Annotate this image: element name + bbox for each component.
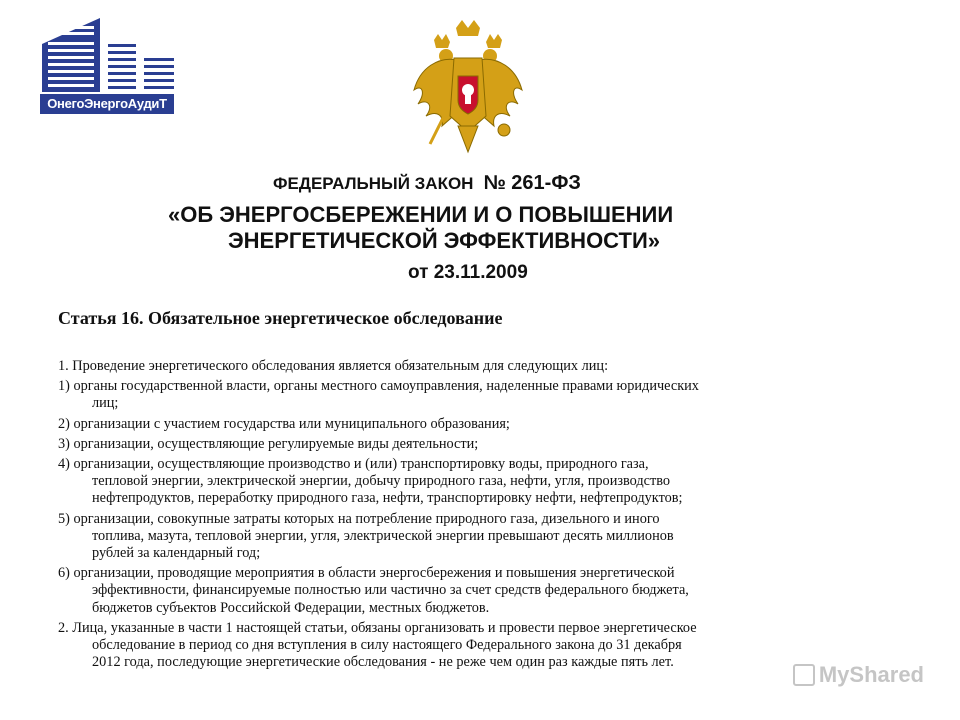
paragraph — [58, 511, 908, 563]
article-body — [58, 358, 908, 674]
watermark-icon — [793, 664, 815, 686]
paragraph-line: 2012 года, последующие энергетические обследования - не реже чем один раз каждые пять лет. — [92, 654, 674, 671]
law-date: от 23.11.2009 — [408, 262, 528, 283]
paragraph-line: 1) органы государственной власти, органы местного самоуправления, наделенные правами юридических — [58, 378, 699, 395]
law-type-line — [273, 172, 581, 195]
paragraph — [58, 456, 908, 508]
paragraph-line: 2) организации с участием государства или муниципального образования; — [58, 415, 510, 432]
paragraph-line: 6) организации, проводящие мероприятия в области энергосбережения и повышения энергетической — [58, 565, 675, 582]
paragraph-line: рублей за календарный год; — [92, 545, 261, 562]
paragraph — [58, 620, 908, 672]
company-logo — [40, 14, 180, 116]
law-type: ФЕДЕРАЛЬНЫЙ ЗАКОН — [273, 174, 474, 193]
law-name-line2: ЭНЕРГЕТИЧЕСКОЙ ЭФФЕКТИВНОСТИ» — [228, 228, 661, 253]
paragraph-line: 2. Лица, указанные в части 1 настоящей статьи, обязаны организовать и провести первое энергетическое — [58, 619, 697, 636]
paragraph — [58, 565, 908, 617]
paragraph-line: 3) организации, осуществляющие регулируемые виды деятельности; — [58, 435, 479, 452]
article-title: Статья 16. Обязательное энергетическое обследование — [58, 308, 503, 328]
paragraph-line: нефтепродуктов, переработку природного газа, нефти, транспортировку нефти, нефтепродуктов; — [92, 490, 683, 507]
building-logo-icon — [40, 14, 180, 96]
paragraph-line: эффективности, финансируемые полностью или частично за счет средств федерального бюджета, — [92, 582, 689, 599]
paragraph — [58, 416, 908, 433]
law-number: № 261-ФЗ — [483, 172, 581, 194]
law-name-line1: «ОБ ЭНЕРГОСБЕРЕЖЕНИИ И О ПОВЫШЕНИИ — [168, 202, 674, 227]
paragraph-line: топлива, мазута, тепловой энергии, угля, электрической энергии превышают десять миллионов — [92, 527, 674, 544]
logo-text: ОнегоЭнергоАудиТ — [40, 94, 174, 114]
watermark — [793, 662, 924, 688]
paragraph-line: обследование в период со дня вступления в силу настоящего Федерального закона до 31 декабря — [92, 637, 682, 654]
paragraph — [58, 436, 908, 453]
paragraph-line: 1. Проведение энергетического обследования является обязательным для следующих лиц: — [58, 358, 609, 374]
paragraph-line: 5) организации, совокупные затраты которых на потребление природного газа, дизельного и иного — [58, 510, 660, 527]
paragraph-line: тепловой энергии, электрической энергии, добычу природного газа, нефти, угля, производство — [92, 473, 671, 490]
watermark-text: MyShared — [818, 662, 924, 687]
paragraph-line: бюджетов субъектов Российской Федерации, местных бюджетов. — [92, 599, 490, 616]
paragraph-line: 4) организации, осуществляющие производство и (или) транспортировку воды, природного газа, — [58, 456, 649, 473]
coat-of-arms-icon — [408, 20, 528, 160]
paragraph-line: лиц; — [92, 395, 119, 412]
paragraph — [58, 378, 908, 412]
paragraph — [58, 358, 908, 375]
